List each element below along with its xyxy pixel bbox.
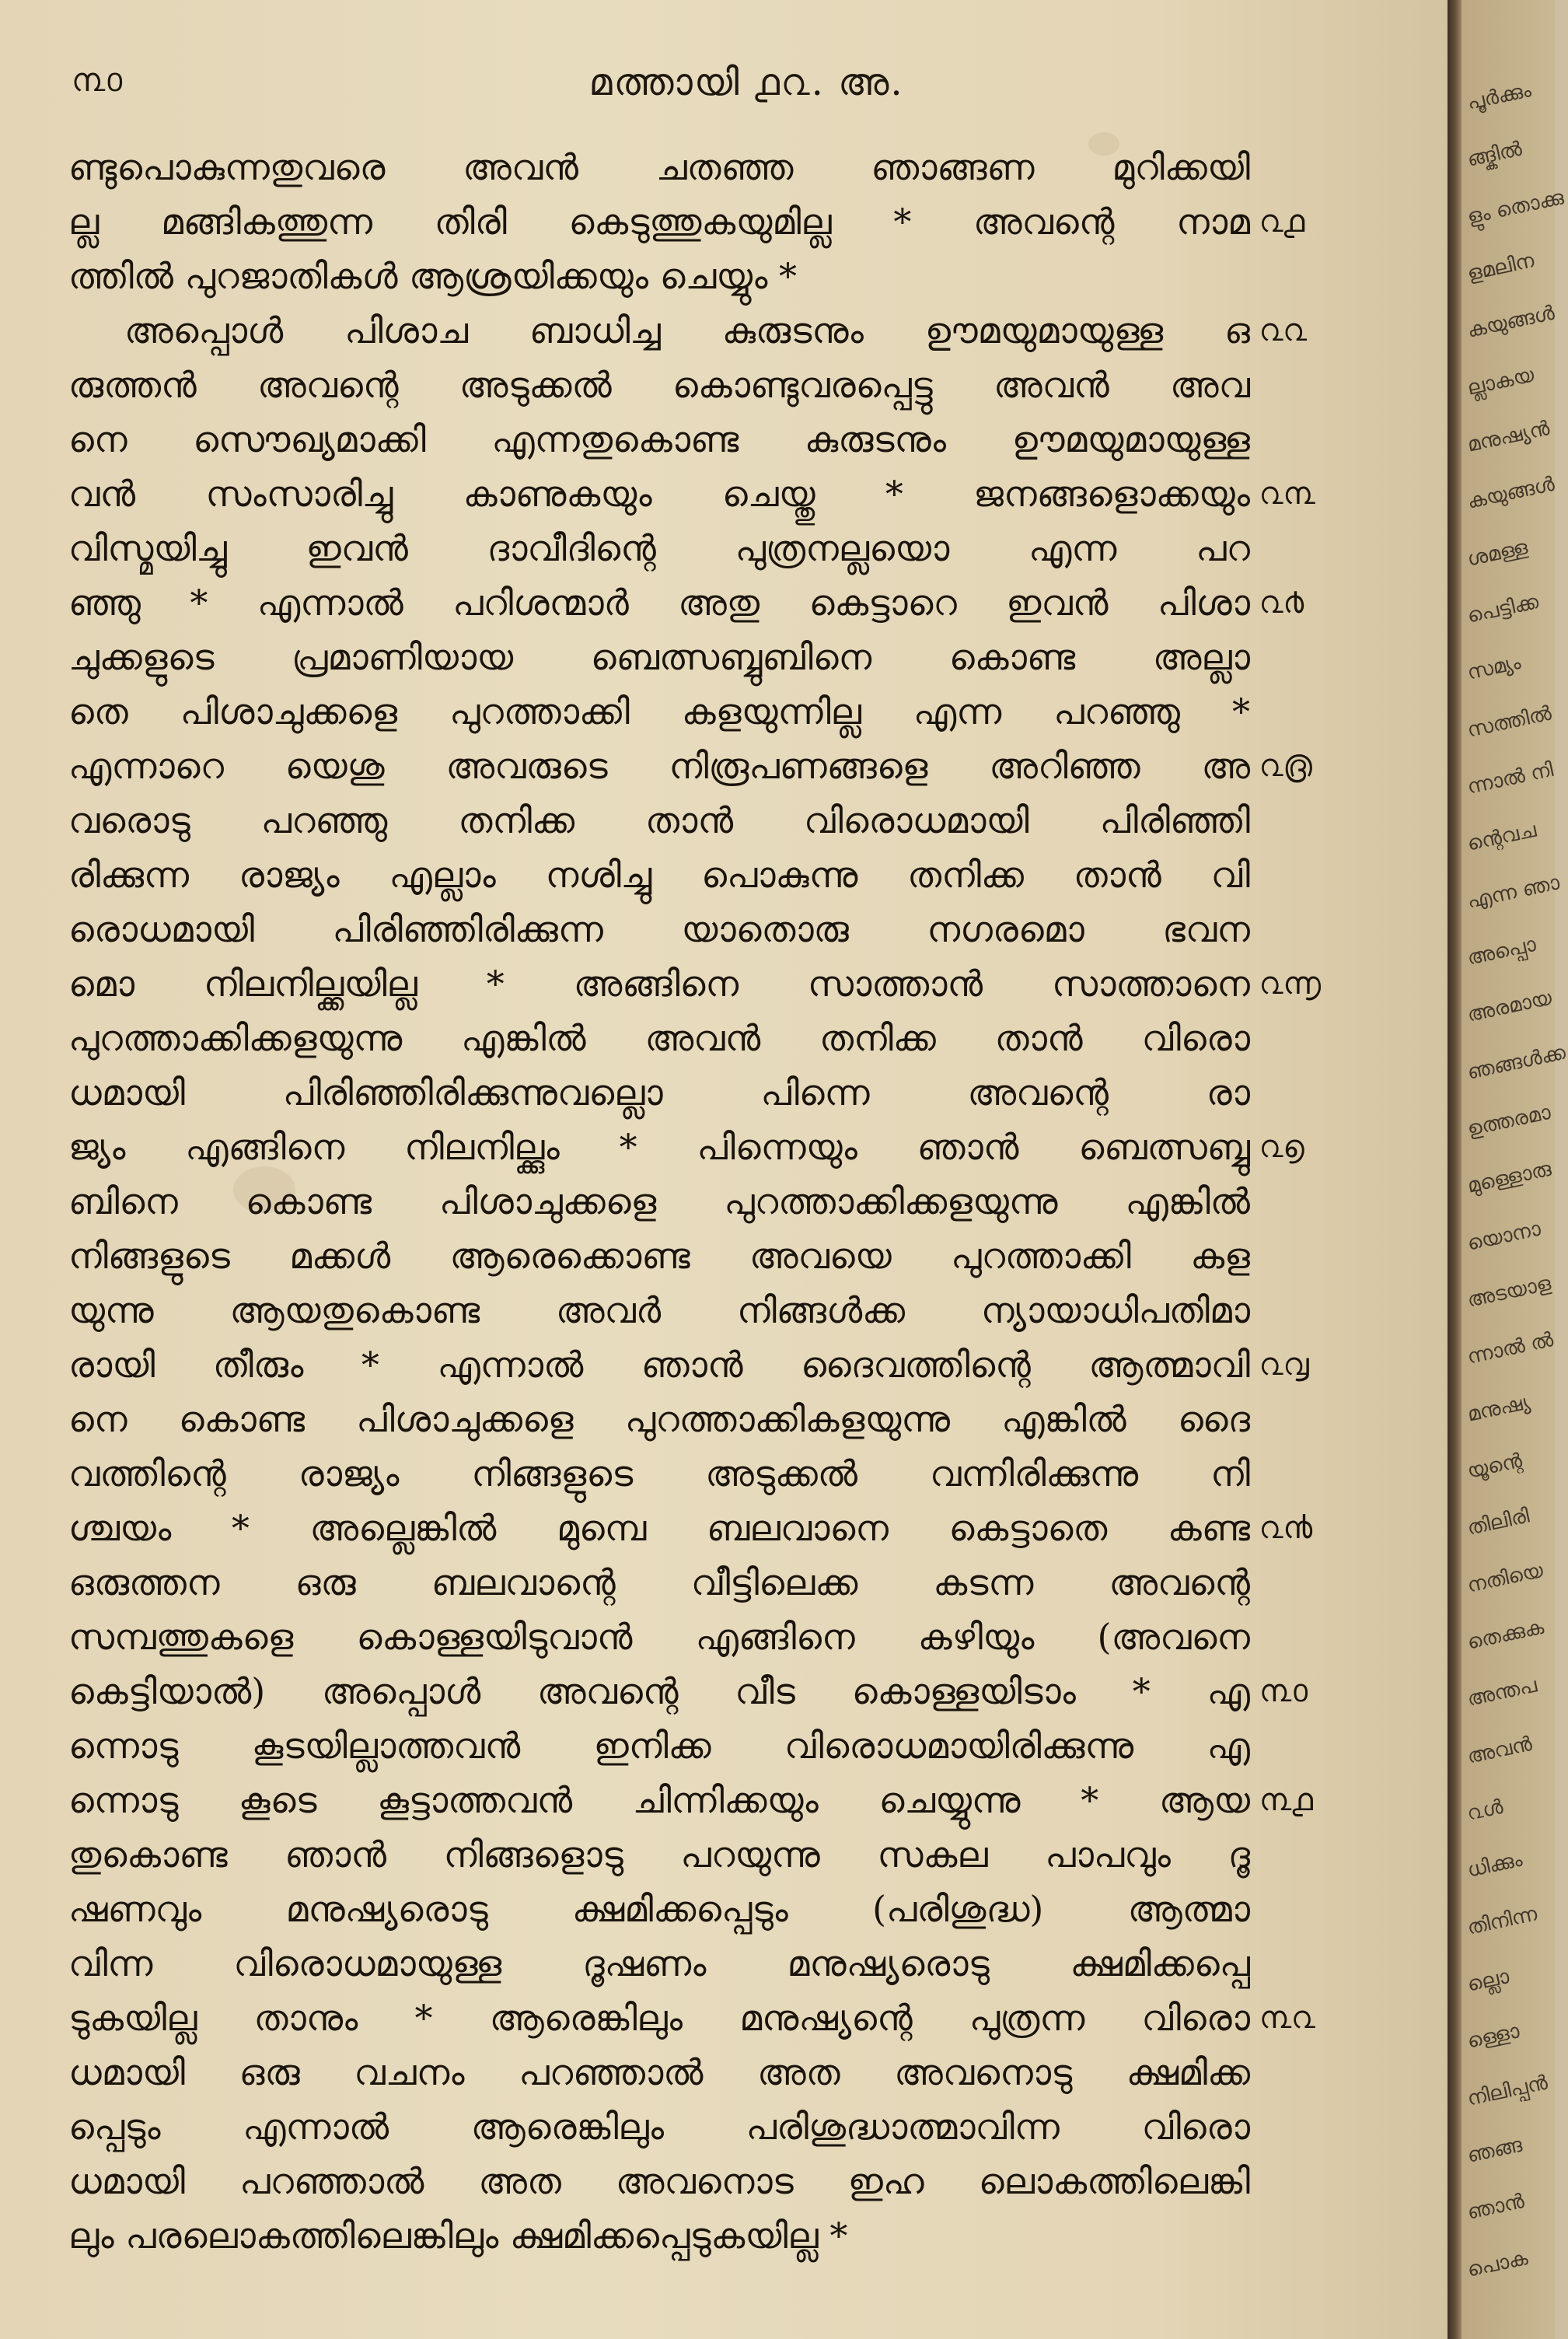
text-line: നിങ്ങളുടെ മക്കൾ ആരെക്കൊണ്ട അവയെ പുറത്താക്കി കള [68,1235,1250,1277]
text-line: പ്പെടും എന്നാൽ ആരെങ്കിലും പരിശുദ്ധാത്മാവിന്ന വിരൊ [68,2106,1250,2148]
verse-number: ൨൧ [1259,204,1305,239]
text-line: ബിനെ കൊണ്ട പിശാചുക്കളെ പുറത്താക്കിക്കളയുന്നു എങ്കിൽ [68,1180,1250,1222]
text-line: വൻ സംസാരിച്ചു കാണുകയും ചെയ്തു * ജനങ്ങളൊക്കയും [68,473,1250,515]
text-line: ശ്ചയം * അല്ലെങ്കിൽ മുമ്പെ ബലവാനെ കെട്ടാതെ കണ്ട [68,1507,1250,1549]
text-line: ഷണവും മനുഷ്യരൊടു ക്ഷമിക്കപ്പെടും (പരിശുദ്ധ) ആത്മാ [68,1888,1250,1930]
text-line: പുറത്താക്കിക്കളയുന്നു എങ്കിൽ അവൻ തനിക്ക താൻ വിരൊ [68,1017,1250,1059]
adjacent-page-text-fragment: സത്തിൽ [1465,701,1554,743]
text-line: ഞ്ഞു * എന്നാൽ പറിശന്മാർ അതു കെട്ടാറെ ഇവൻ പിശാ [68,582,1250,624]
adjacent-page-text-fragment: ഞാൻ [1465,2190,1527,2225]
adjacent-page-text-fragment: ല്ലൊ [1465,1965,1511,1997]
verse-number: ൨൨ [1259,313,1308,348]
text-line: രായി തീരും * എന്നാൽ ഞാൻ ദൈവത്തിന്റെ ആത്മാവി [68,1344,1250,1386]
adjacent-page-text-fragment: മനുഷ്യൻ [1465,417,1552,457]
text-line: നെ സൌഖ്യമാക്കി എന്നതുകൊണ്ട കുരുടനും ഊമയുമായുള്ള [68,418,1250,460]
verse-number: ൨൪ [1259,585,1304,621]
text-line: യുന്നു ആയതുകൊണ്ട അവർ നിങ്ങൾക്ക ന്യായാധിപതിമാ [68,1289,1250,1331]
text-line: ജ്യം എങ്ങിനെ നിലനില്ക്കും * പിന്നെയും ഞാൻ ബെത്സബ്ബു [68,1126,1250,1168]
adjacent-page-text-fragment: സമ്യം [1465,651,1523,686]
adjacent-page-edge [1461,0,1568,2339]
text-line: തുകൊണ്ട ഞാൻ നിങ്ങളൊടു പറയുന്നു സകല പാപവും ദൂ [68,1834,1250,1876]
text-line: രുത്തൻ അവന്റെ അടുക്കൽ കൊണ്ടുവരപ്പെട്ടു അവൻ അവ [68,364,1250,406]
verse-number: ൨൬ [1259,966,1322,1002]
text-line: നെ കൊണ്ട പിശാചുക്കളെ പുറത്താക്കികളയുന്നു എങ്കിൽ ദൈ [68,1398,1250,1440]
verse-number: ൩൨ [1259,2000,1315,2036]
text-line: വിസ്മയിച്ചു ഇവൻ ദാവീദിന്റെ പുത്രനല്ലയൊ എന്ന പറ [68,527,1250,569]
text-line: അപ്പൊൾ പിശാച ബാധിച്ച കുരുടനും ഊമയുമായുള്ള ഒ [124,309,1250,351]
verse-number: ൨൩ [1259,476,1315,512]
text-line: ന്നൊടു കൂടയില്ലാത്തവൻ ഇനിക്ക വിരൊധമായിരിക്കുന്നു എ [68,1725,1250,1767]
adjacent-page-text-fragment: ഞങ്ങ [1465,2133,1524,2168]
adjacent-page-text-fragment: തെക്കുക [1465,1615,1546,1655]
adjacent-page-text-fragment: അരമായ [1465,986,1554,1028]
text-line: മൊ നിലനില്ക്കയില്ല * അങ്ങിനെ സാത്താൻ സാത്താനെ [68,963,1250,1005]
adjacent-page-text-fragment: എന്ന ഞാ [1465,870,1562,914]
adjacent-page-text-fragment: അപ്പൊ [1465,932,1538,970]
verse-number: ൩൦ [1259,1673,1308,1709]
text-line: ടുകയില്ല താനും * ആരെങ്കിലും മനുഷ്യന്റെ പുത്രന്ന വിരൊ [68,1997,1250,2039]
adjacent-page-text-fragment: ന്നാൽ നി [1465,758,1556,799]
adjacent-page-text-fragment: മുള്ളൊരു [1465,1157,1554,1199]
adjacent-page-text-fragment: ഞങ്ങൾക്ക [1465,1040,1568,1085]
adjacent-page-text-fragment: മനുഷ്യ [1465,1390,1532,1427]
adjacent-page-text-fragment: ശമള്ള [1465,535,1530,572]
text-line: രിക്കുന്ന രാജ്യം എല്ലാം നശിച്ചു പൊകുന്നു തനിക്ക താൻ വി [68,854,1250,896]
adjacent-page-text-fragment: കയുങ്ങൾ [1465,473,1557,515]
adjacent-page-text-fragment: പൊക [1465,2246,1531,2282]
page-header [0,61,1448,107]
adjacent-page-text-fragment: കയുങ്ങൾ [1465,302,1557,344]
text-line: എന്നാറെ യെശു അവരുടെ നിരൂപണങ്ങളെ അറിഞ്ഞ അ [68,745,1250,787]
text-line: ന്നൊടു കൂടെ കൂട്ടാത്തവൻ ചിന്നിക്കയും ചെയ്യുന്നു * ആയ [68,1779,1250,1821]
text-line: കെട്ടിയാൽ) അപ്പൊൾ അവന്റെ വീട കൊള്ളയിടാം * എ [68,1670,1250,1712]
text-line: ത്തിൽ പുറജാതികൾ ആശ്രയിക്കയും ചെയ്യും * [68,255,797,297]
text-line: ലും പരലൊകത്തിലെങ്കിലും ക്ഷമിക്കപ്പെടുകയില്ല * [68,2215,848,2257]
book-gutter [1448,0,1461,2339]
text-line: വിന്ന വിരൊധമായുള്ള ദൂഷണം മനുഷ്യരൊടു ക്ഷമിക്കപ്പെ [68,1942,1250,1984]
verse-number: ൨൫ [1259,748,1312,784]
text-line: ധമായി പറഞ്ഞാൽ അത അവനൊട ഇഹ ലൊകത്തിലെങ്കി [68,2160,1250,2202]
verse-number: ൨൯ [1259,1510,1313,1546]
page-number: ൩൦ [72,61,123,99]
verse-number: ൨൭ [1259,1129,1304,1165]
text-line: ല്ല മങ്ങികത്തുന്ന തിരി കെടുത്തുകയുമില്ല * അവന്റെ നാമ [68,201,1250,243]
adjacent-page-text-fragment: ന്നാൽ ൽ [1465,1328,1556,1370]
text-line: രൊധമായി പിരിഞ്ഞിരിക്കുന്ന യാതൊരു നഗരമൊ ഭവന [68,908,1250,950]
verse-number: ൩൧ [1259,1782,1313,1818]
text-line: ഒരുത്തന ഒരു ബലവാന്റെ വീട്ടിലെക്ക കടന്ന അവന്റെ [68,1561,1250,1603]
text-line: ചുക്കളുടെ പ്രമാണിയായ ബെത്സബ്ബുബിനെ കൊണ്ട അല്ലാ [68,636,1250,678]
adjacent-page-text-fragment: പൂർക്കും [1465,79,1534,115]
adjacent-page-text-fragment: അവൻ [1465,1732,1535,1769]
adjacent-page-text-fragment: നിലിപ്പൻ [1465,2071,1550,2111]
adjacent-page-text-fragment: അന്തപ [1465,1673,1539,1712]
text-line: ധമായി ഒരു വചനം പറഞ്ഞാൽ അത അവനൊടു ക്ഷമിക്ക [68,2051,1250,2093]
adjacent-page-text-fragment: ളമലിന [1465,249,1537,286]
running-title: മത്തായി ൧൨. അ. [588,61,904,104]
adjacent-page-text-fragment: ധിക്കും [1465,1848,1524,1883]
adjacent-page-text-fragment: അടയാള [1465,1271,1553,1313]
adjacent-page-text-fragment: നതിയെ [1465,1558,1545,1598]
adjacent-page-text-fragment: ന്റെവച [1465,818,1538,857]
adjacent-page-text-fragment: പെട്ടിക്ക [1465,590,1541,628]
body-text [68,140,1250,2263]
verse-number: ൨൮ [1259,1347,1309,1383]
text-line: വത്തിന്റെ രാജ്യം നിങ്ങളുടെ അടുക്കൽ വന്നിരിക്കുന്നു നി [68,1453,1250,1495]
adjacent-page-text-fragment: ൨ൾ [1465,1795,1506,1826]
text-line: സമ്പത്തുകളെ കൊള്ളയിടുവാൻ എങ്ങിനെ കഴിയും (അവനെ [68,1616,1250,1658]
text-line: ധമായി പിരിഞ്ഞിരിക്കുന്നുവല്ലൊ പിന്നെ അവന്റെ രാ [68,1072,1250,1114]
adjacent-page-text-fragment: ളും തൊക്കു [1465,185,1566,229]
adjacent-page-text-fragment: യൊനാ [1465,1217,1543,1256]
text-line: വരൊടു പറഞ്ഞു തനിക്ക താൻ വിരൊധമായി പിരിഞ്ഞി [68,799,1250,841]
adjacent-page-text-fragment: ഉത്തരമാ [1465,1100,1553,1142]
adjacent-page-text-fragment: തിനിന്ന [1465,1902,1540,1940]
text-line: ണ്ടുപൊകുന്നതുവരെ അവൻ ചതഞ്ഞ ഞാങ്ങണ മുറിക്കയി [68,146,1250,188]
adjacent-page-text-fragment: ങ്ങ്കിൽ [1465,137,1524,173]
adjacent-page-text-fragment: യൂന്റെ [1465,1449,1524,1484]
adjacent-page-text-fragment: തിലിരി [1465,1504,1531,1541]
text-line: തെ പിശാചുക്കളെ പുറത്താക്കി കളയുന്നില്ല എന്ന പറഞ്ഞു * [68,691,1250,732]
adjacent-page-text-fragment: ല്ലാകയ [1465,362,1536,400]
adjacent-page-text-fragment: ള്ളൊ [1465,2019,1522,2054]
